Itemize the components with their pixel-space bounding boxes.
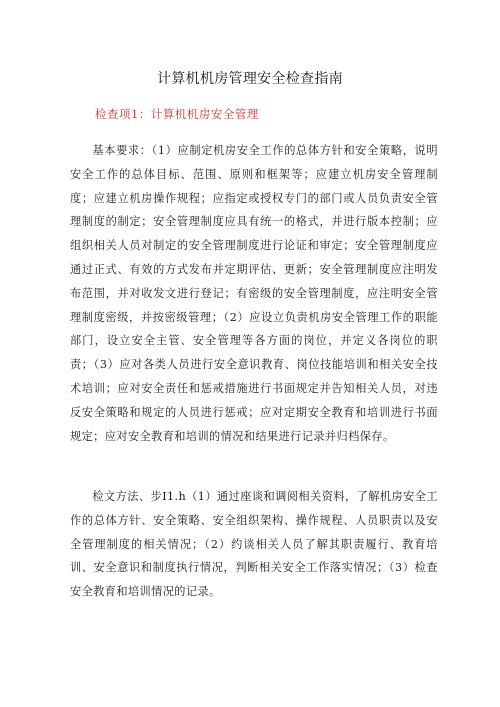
document-title: 计算机机房管理安全检查指南 [157,71,343,87]
section-heading: 检查项1：计算机机房安全管理 [95,107,259,121]
paragraph-basic-requirements: 基本要求：（1）应制定机房安全工作的总体方针和安全策略，说明安全工作的总体目标、范围、原则和框架等；应建立机房安全管理制度；应建立机房操作规程；应指定或授权专门的部门或人员负责安全管理制度的制定；安全管理制度应具有统一的格式，并进行版本控制；应组织相关人员对制定的安全管理制度进行论证和审定；安全管理制度应通过正式、有效的方式发布并定期评估、更新；安全管理制度应注明发布范围，并对收发文进行登记；有密级的安全管理制度，应注明安全管理制度密级，并按密级管理；（2）应设立负责机房安全管理工作的职能部门，设立安全主管、安全管理等各方面的岗位，并定义各岗位的职责；（3）应对各类人员进行安全意识教育、岗位技能培训和相关安全技术培训；应对安全责任和惩戒措施进行书面规定并告知相关人员，对违反安全策略和规定的人员进行惩戒；应对定期安全教育和培训进行书面规定；应对安全教育和培训的情况和结果进行记录并归档保存。 [70,144,438,443]
paragraph-inspection-method: 检文方法、步I1.h（1）通过座谈和调阅相关资料，了解机房安全工作的总体方针、安全策略、安全组织架构、操作规程、人员职责以及安全管理制度的相关情况；（2）约谈相关人员了解其职责履行、教育培训、安全意识和制度执行情况，判断相关安全工作落实情况；（3）检查安全教育和培训情况的记录。 [70,490,438,599]
